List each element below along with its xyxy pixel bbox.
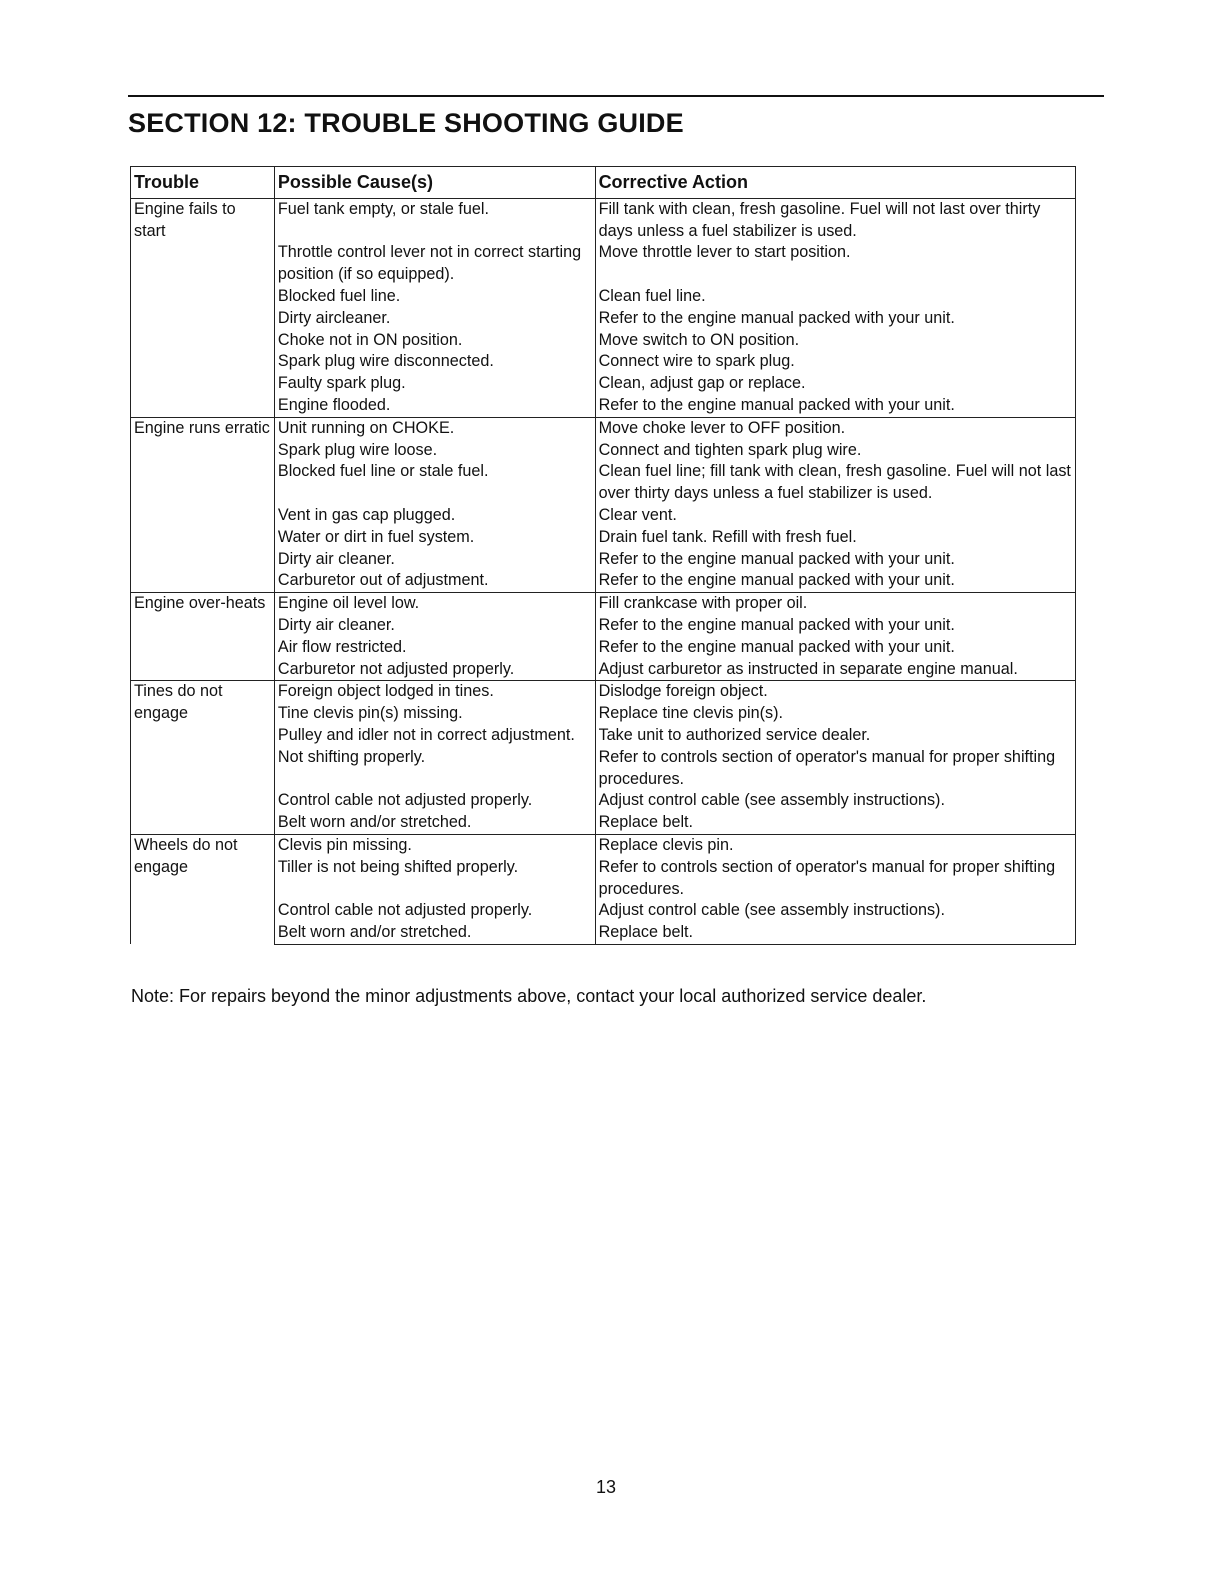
trouble-shooting-table xyxy=(130,166,1076,945)
action-cell: Move throttle lever to start position. xyxy=(595,242,1075,286)
action-cell: Replace belt. xyxy=(595,812,1075,834)
header-possible-causes: Possible Cause(s) xyxy=(274,167,595,199)
cause-cell: Tiller is not being shifted properly. xyxy=(274,857,595,901)
action-cell: Clean, adjust gap or replace. xyxy=(595,373,1075,395)
cause-cell: Air flow restricted. xyxy=(274,637,595,659)
cause-cell: Unit running on CHOKE. xyxy=(274,417,595,439)
cause-cell: Throttle control lever not in correct starting position (if so equipped). xyxy=(274,242,595,286)
section-title: SECTION 12: TROUBLE SHOOTING GUIDE xyxy=(128,108,684,138)
action-cell: Fill tank with clean, fresh gasoline. Fuel will not last over thirty days unless a fuel stabilizer is used. xyxy=(595,198,1075,242)
action-cell: Drain fuel tank. Refill with fresh fuel. xyxy=(595,527,1075,549)
cause-cell: Choke not in ON position. xyxy=(274,330,595,352)
action-cell: Refer to controls section of operator's manual for proper shifting procedures. xyxy=(595,747,1075,791)
action-cell: Refer to the engine manual packed with your unit. xyxy=(595,615,1075,637)
table-body xyxy=(131,198,1076,944)
trouble-cell: Engine fails to start xyxy=(131,198,275,417)
page-number: 13 xyxy=(595,1477,617,1497)
cause-cell: Faulty spark plug. xyxy=(274,373,595,395)
cause-cell: Engine oil level low. xyxy=(274,593,595,615)
action-cell: Clean fuel line. xyxy=(595,286,1075,308)
action-cell: Replace tine clevis pin(s). xyxy=(595,703,1075,725)
table-row xyxy=(131,593,1076,615)
cause-cell: Blocked fuel line. xyxy=(274,286,595,308)
action-cell: Adjust control cable (see assembly instructions). xyxy=(595,900,1075,922)
cause-cell: Carburetor out of adjustment. xyxy=(274,570,595,592)
cause-cell: Vent in gas cap plugged. xyxy=(274,505,595,527)
header-corrective-action: Corrective Action xyxy=(595,167,1075,199)
action-cell: Refer to controls section of operator's manual for proper shifting procedures. xyxy=(595,857,1075,901)
cause-cell: Not shifting properly. xyxy=(274,747,595,791)
cause-cell: Control cable not adjusted properly. xyxy=(274,790,595,812)
action-cell: Dislodge foreign object. xyxy=(595,681,1075,703)
action-cell: Replace clevis pin. xyxy=(595,834,1075,856)
action-cell: Clear vent. xyxy=(595,505,1075,527)
cause-cell: Belt worn and/or stretched. xyxy=(274,922,595,944)
trouble-cell: Wheels do not engage xyxy=(131,834,275,944)
action-cell: Connect wire to spark plug. xyxy=(595,351,1075,373)
cause-cell: Blocked fuel line or stale fuel. xyxy=(274,461,595,505)
cause-cell: Tine clevis pin(s) missing. xyxy=(274,703,595,725)
cause-cell: Belt worn and/or stretched. xyxy=(274,812,595,834)
cause-cell: Foreign object lodged in tines. xyxy=(274,681,595,703)
service-note: Note: For repairs beyond the minor adjustments above, contact your local authorized service dealer. xyxy=(131,986,927,1006)
cause-cell: Spark plug wire disconnected. xyxy=(274,351,595,373)
cause-cell: Dirty aircleaner. xyxy=(274,308,595,330)
trouble-cell: Tines do not engage xyxy=(131,681,275,835)
table-row xyxy=(131,198,1076,242)
action-cell: Refer to the engine manual packed with your unit. xyxy=(595,308,1075,330)
cause-cell: Carburetor not adjusted properly. xyxy=(274,659,595,681)
cause-cell: Spark plug wire loose. xyxy=(274,440,595,462)
cause-cell: Control cable not adjusted properly. xyxy=(274,900,595,922)
table-row xyxy=(131,681,1076,703)
table-row xyxy=(131,834,1076,856)
action-cell: Adjust carburetor as instructed in separate engine manual. xyxy=(595,659,1075,681)
trouble-cell: Engine over-heats xyxy=(131,593,275,681)
action-cell: Refer to the engine manual packed with your unit. xyxy=(595,637,1075,659)
table-row xyxy=(131,417,1076,439)
cause-cell: Water or dirt in fuel system. xyxy=(274,527,595,549)
action-cell: Clean fuel line; fill tank with clean, fresh gasoline. Fuel will not last over thirty days unless a fuel stabilizer is used. xyxy=(595,461,1075,505)
action-cell: Replace belt. xyxy=(595,922,1075,944)
table-header-row xyxy=(131,167,1076,199)
action-cell: Refer to the engine manual packed with your unit. xyxy=(595,549,1075,571)
cause-cell: Dirty air cleaner. xyxy=(274,549,595,571)
action-cell: Refer to the engine manual packed with your unit. xyxy=(595,395,1075,417)
trouble-cell: Engine runs erratic xyxy=(131,417,275,592)
action-cell: Take unit to authorized service dealer. xyxy=(595,725,1075,747)
header-trouble: Trouble xyxy=(131,167,275,199)
action-cell: Move choke lever to OFF position. xyxy=(595,417,1075,439)
cause-cell: Pulley and idler not in correct adjustment. xyxy=(274,725,595,747)
action-cell: Move switch to ON position. xyxy=(595,330,1075,352)
cause-cell: Clevis pin missing. xyxy=(274,834,595,856)
cause-cell: Engine flooded. xyxy=(274,395,595,417)
cause-cell: Fuel tank empty, or stale fuel. xyxy=(274,198,595,242)
action-cell: Connect and tighten spark plug wire. xyxy=(595,440,1075,462)
cause-cell: Dirty air cleaner. xyxy=(274,615,595,637)
action-cell: Fill crankcase with proper oil. xyxy=(595,593,1075,615)
action-cell: Refer to the engine manual packed with your unit. xyxy=(595,570,1075,592)
action-cell: Adjust control cable (see assembly instructions). xyxy=(595,790,1075,812)
top-rule xyxy=(128,95,1104,97)
